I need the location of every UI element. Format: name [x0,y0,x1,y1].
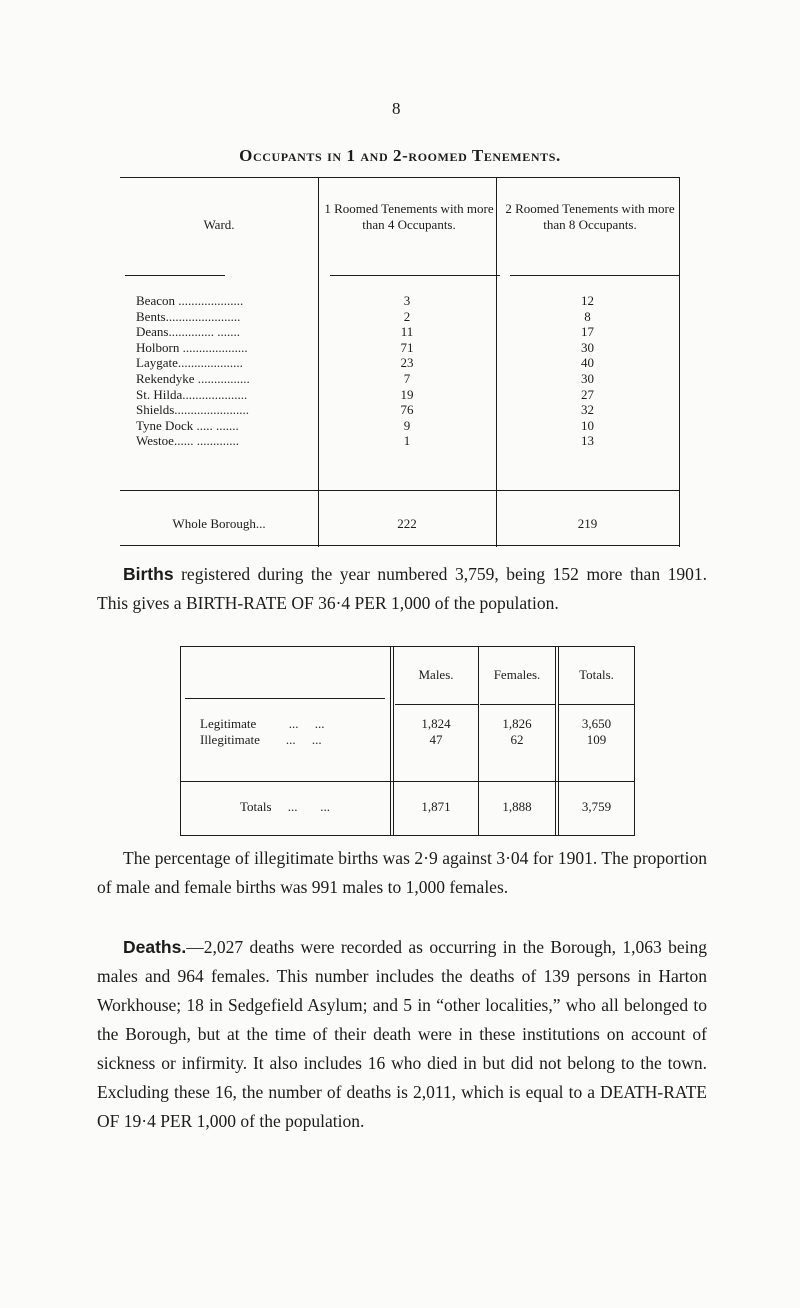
two-roomed-value: 8 [584,308,591,324]
females-header: Females. [493,667,541,682]
total-row-label: Totals ... ... [239,799,331,814]
totals-header: Totals. [579,667,614,682]
ward-name: Shields....................... [136,402,250,418]
percentage-paragraph: The percentage of illegitimate births was 2·9 against 3·04 for 1901. The proportion of male and female births was 991 males to 1,000 females. [97,848,707,897]
one-roomed-values [318,293,496,449]
deaths-lead: Deaths. [123,937,187,957]
total-one-roomed: 222 [397,516,417,531]
ward-name: Holborn .................... [136,339,248,355]
births-text: registered during the year numbered 3,759, being 152 more than 1901. This gives a BIRTH-RATE OF 36·4 PER 1,000 of the population. [97,564,707,613]
two-roomed-values [496,293,679,449]
one-roomed-value: 3 [403,293,411,308]
two-roomed-header: 2 Roomed Tenements with more than 8 Occupants. [505,201,675,232]
two-roomed-value: 30 [581,339,594,355]
two-roomed-value: 13 [581,433,594,449]
females-value: 1,826 [502,716,532,731]
two-roomed-value: 40 [581,355,594,371]
two-roomed-value: 32 [581,402,594,418]
one-roomed-value: 11 [400,324,414,340]
total-females: 1,888 [502,799,532,814]
one-roomed-value: 2 [403,308,411,324]
males-value: 47 [429,732,443,747]
births-table [180,646,635,836]
one-roomed-value: 1 [403,433,411,449]
row-label: Illegitimate ... ... [200,732,322,747]
ward-name: St. Hilda.................... [136,386,248,402]
total-label: Whole Borough... [172,516,266,531]
total-two-roomed: 219 [577,516,598,531]
totals-value: 3,650 [581,716,612,731]
tenements-table [120,177,680,547]
one-roomed-value: 71 [400,339,414,355]
ward-name: Tyne Dock ..... ....... [136,417,239,433]
ward-name: Deans.............. ....... [136,324,240,340]
males-value: 1,824 [421,716,451,731]
totals-value: 109 [586,732,607,747]
row-label: Legitimate ... ... [200,716,325,731]
ward-header: Ward. [203,217,235,232]
births-lead: Births [123,564,174,584]
one-roomed-value: 76 [400,402,414,418]
page-number: 8 [392,99,401,118]
one-roomed-value: 7 [403,370,411,386]
deaths-paragraph [97,933,707,1136]
two-roomed-value: 27 [581,386,594,402]
one-roomed-value: 19 [400,386,414,402]
two-roomed-value: 10 [581,417,594,433]
one-roomed-value: 9 [403,417,411,433]
ward-name: Westoe...... ............. [136,433,239,449]
ward-name: Beacon .................... [136,293,244,308]
one-roomed-value: 23 [400,355,414,371]
births-paragraph [97,560,707,618]
ward-names [136,293,250,449]
total-totals: 3,759 [581,799,612,814]
section-heading: Occupants in 1 and 2-roomed Tenements. [239,146,561,165]
one-roomed-header: 1 Roomed Tenements with more than 4 Occupants. [324,201,494,232]
ward-name: Laygate.................... [136,355,243,371]
total-males: 1,871 [421,799,451,814]
two-roomed-value: 17 [581,324,594,340]
deaths-text: —2,027 deaths were recorded as occurring in the Borough, 1,063 being males and 964 females. This number includes the deaths of 139 persons in Harton Workhouse; 18 in Sedgefield Asylum; and 5 in “other localities,” who all belonged to the Borough, but at the time of their death were in these institutions on account of sickness or infirmity. It also includes 16 who died in but did not belong to the town. Excluding these 16, the number of deaths is 2,011, which is equal to a DEATH-RATE OF 19·4 PER 1,000 of the population. [97,937,707,1131]
two-roomed-value: 30 [581,370,594,386]
ward-name: Rekendyke ................ [136,370,250,386]
females-value: 62 [510,732,524,747]
two-roomed-value: 12 [581,293,594,308]
males-header: Males. [418,667,454,682]
ward-name: Bents....................... [136,308,241,324]
